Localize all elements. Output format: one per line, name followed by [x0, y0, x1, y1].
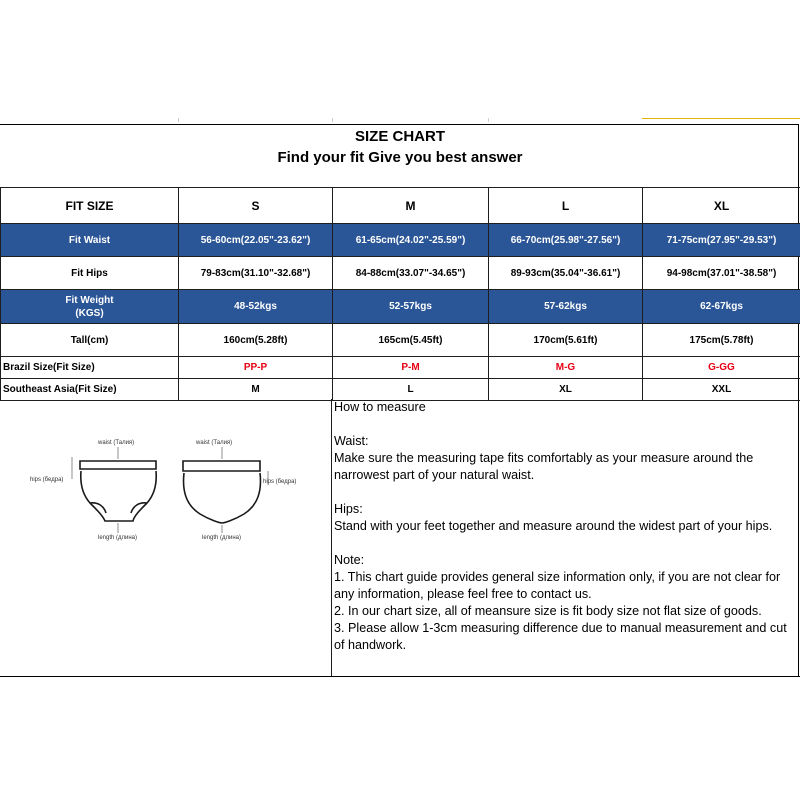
column-tick [488, 118, 489, 122]
row-label: Fit Waist [1, 224, 179, 257]
table-cell: L [333, 379, 489, 401]
table-cell: M-G [489, 357, 643, 379]
table-cell: 62-67kgs [643, 290, 800, 324]
column-tick [332, 118, 333, 122]
row-label: Tall(cm) [1, 324, 179, 357]
measure-instructions [334, 399, 794, 654]
table-header-row [1, 188, 800, 224]
chart-title: SIZE CHART [355, 128, 445, 145]
size-table [0, 187, 800, 401]
front-brief-illustration [80, 461, 156, 521]
table-cell: 89-93cm(35.04"-36.61") [489, 257, 643, 290]
table-cell: 56-60cm(22.05"-23.62") [179, 224, 333, 257]
table-cell: XL [489, 379, 643, 401]
table-row-tall [1, 324, 800, 357]
table-cell: 160cm(5.28ft) [179, 324, 333, 357]
table-cell: 71-75cm(27.95"-29.53") [643, 224, 800, 257]
table-cell: P-M [333, 357, 489, 379]
chart-bottom-border [0, 676, 800, 677]
table-cell: 165cm(5.45ft) [333, 324, 489, 357]
row-label [1, 290, 179, 324]
size-header-l: L [489, 188, 643, 224]
table-row-fit-weight [1, 290, 800, 324]
row-label-line: Fit Weight [65, 294, 114, 306]
note-item-1: 1. This chart guide provides general size information only, if you are not clear for any information, please feel free to contact us. [334, 570, 781, 601]
table-cell: PP-P [179, 357, 333, 379]
row-label-line: (KGS) [75, 307, 104, 319]
column-tick [178, 118, 179, 122]
selected-cell-marker [642, 118, 800, 123]
table-cell: G-GG [643, 357, 800, 379]
table-cell: 61-65cm(24.02"-25.59") [333, 224, 489, 257]
table-cell: 94-98cm(37.01"-38.58") [643, 257, 800, 290]
chart-subtitle: Find your fit Give you best answer [277, 149, 523, 166]
size-header-s: S [179, 188, 333, 224]
chart-header [0, 124, 800, 187]
table-cell: 84-88cm(33.07"-34.65") [333, 257, 489, 290]
size-header-xl: XL [643, 188, 800, 224]
hips-instructions: Stand with your feet together and measure around the widest part of your hips. [334, 519, 773, 533]
waist-title: Waist: [334, 434, 369, 448]
row-label: Brazil Size(Fit Size) [1, 357, 179, 379]
front-brief-measure-lines [72, 447, 118, 533]
table-cell: 57-62kgs [489, 290, 643, 324]
table-cell: XXL [643, 379, 800, 401]
row-label: Fit Hips [1, 257, 179, 290]
table-cell: 175cm(5.78ft) [643, 324, 800, 357]
waist-label-back: waist (Талия) [196, 440, 233, 446]
waist-instructions: Make sure the measuring tape fits comfortably as your measure around the narrowest part of your natural waist. [334, 451, 754, 482]
table-row-brazil-size [1, 357, 800, 379]
size-header-m: M [333, 188, 489, 224]
hips-label-back: hips (бедра) [263, 479, 297, 485]
table-row-southeast-asia-size [1, 379, 800, 401]
how-to-measure-heading: How to measure [334, 400, 426, 414]
length-label-front: length (длина) [98, 535, 138, 541]
hips-label-front: hips (бедра) [30, 477, 64, 483]
note-item-3: 3. Please allow 1-3cm measuring difference due to manual measurement and cut of handwork. [334, 621, 787, 652]
underwear-measure-diagram [0, 399, 330, 675]
table-cell: 170cm(5.61ft) [489, 324, 643, 357]
table-cell: 66-70cm(25.98"-27.56") [489, 224, 643, 257]
table-cell: 48-52kgs [179, 290, 333, 324]
length-label-back: length (длина) [202, 535, 242, 541]
table-row-fit-waist [1, 224, 800, 257]
note-item-2: 2. In our chart size, all of meansure size is fit body size not flat size of goods. [334, 604, 762, 618]
table-row-fit-hips [1, 257, 800, 290]
hips-title: Hips: [334, 502, 363, 516]
back-brief-illustration [183, 461, 260, 523]
fit-size-header: FIT SIZE [1, 188, 179, 224]
table-cell: 52-57kgs [333, 290, 489, 324]
waist-label-front: waist (Талия) [98, 440, 135, 446]
note-title: Note: [334, 553, 365, 567]
measurement-diagram-panel [0, 399, 332, 677]
row-label: Southeast Asia(Fit Size) [1, 379, 179, 401]
table-cell: 79-83cm(31.10"-32.68") [179, 257, 333, 290]
table-cell: M [179, 379, 333, 401]
back-brief-measure-lines [222, 447, 268, 533]
